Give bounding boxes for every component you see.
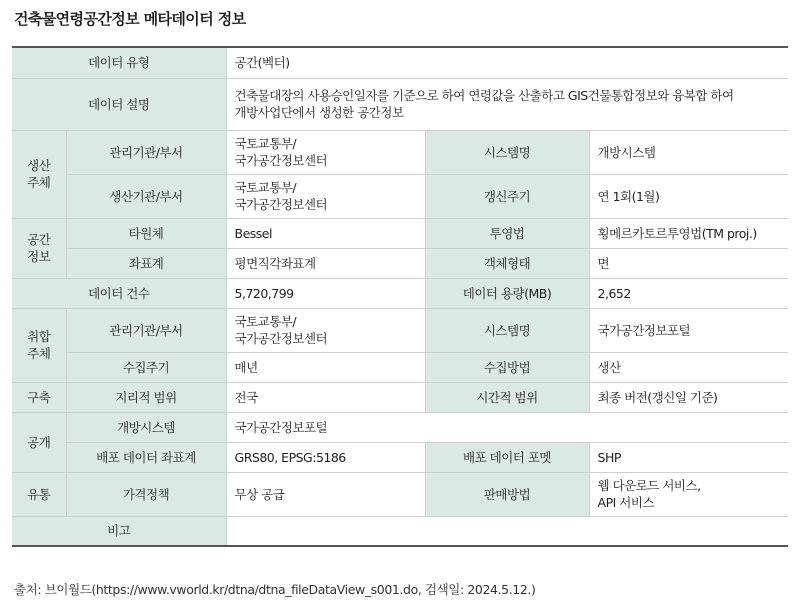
label-collection-org: 관리기관/부서 [66,308,226,352]
group-production-line1: 생산 [27,158,51,173]
label-open-system: 개방시스템 [66,412,226,442]
value-update-cycle: 연 1회(1월) [589,174,788,218]
value-sale-method-line1: 웹 다운로드 서비스, [597,478,701,493]
table-row [12,412,788,442]
group-spatial-line2: 정보 [27,249,51,264]
value-data-description: 건축물대장의 사용승인일자를 기준으로 하여 연령값을 산출하고 GIS건물통합정보와 융복합 하여 개방사업단에서 생성한 공간정보 [226,78,788,130]
group-production [12,130,66,218]
value-ellipsoid: Bessel [226,218,425,248]
label-update-cycle: 갱신주기 [425,174,589,218]
value-management-org-line2: 국가공간정보센터 [234,153,328,168]
label-coordinate-system: 좌표계 [66,248,226,278]
value-collection-org-line1: 국토교통부/ [234,314,297,329]
value-distribution-coord: GRS80, EPSG:5186 [226,442,425,472]
value-price-policy: 무상 공급 [226,472,425,516]
value-projection: 횡메르카토르투영법(TM proj.) [589,218,788,248]
group-public: 공개 [12,412,66,472]
group-production-line2: 주체 [27,175,51,190]
page-title: 건축물연령공간정보 메타데이터 정보 [14,10,246,28]
value-management-org [226,130,425,174]
value-system-name: 개방시스템 [589,130,788,174]
label-data-description: 데이터 설명 [12,78,226,130]
table-row [12,382,788,412]
group-distribution: 유통 [12,472,66,516]
table-row [12,352,788,382]
table-row [12,442,788,472]
group-collection-line2: 주체 [27,346,51,361]
table-row [12,130,788,174]
metadata-table [12,46,788,547]
value-sale-method [589,472,788,516]
value-collection-cycle: 매년 [226,352,425,382]
value-geometry-type: 면 [589,248,788,278]
value-geographic-range: 전국 [226,382,425,412]
label-production-org: 생산기관/부서 [66,174,226,218]
label-price-policy: 가격정책 [66,472,226,516]
table-row [12,47,788,78]
group-spatial-line1: 공간 [27,232,51,247]
label-remarks: 비고 [12,516,226,546]
group-collection-line1: 취합 [27,329,51,344]
table-row [12,308,788,352]
label-management-org: 관리기관/부서 [66,130,226,174]
label-distribution-coord: 배포 데이터 좌표계 [66,442,226,472]
value-production-org-line2: 국가공간정보센터 [234,197,328,212]
table-row [12,472,788,516]
value-data-type: 공간(벡터) [226,47,788,78]
value-collection-org [226,308,425,352]
value-temporal-range: 최종 버전(갱신일 기준) [589,382,788,412]
value-data-size: 2,652 [589,278,788,308]
source-note: 출처: 브이월드(https://www.vworld.kr/dtna/dtna_fileDataView_s001.do, 검색일: 2024.5.12.) [14,582,536,597]
value-data-count: 5,720,799 [226,278,425,308]
value-production-org-line1: 국토교통부/ [234,180,297,195]
label-system-name: 시스템명 [425,130,589,174]
label-collection-cycle: 수집주기 [66,352,226,382]
group-collection [12,308,66,382]
label-geographic-range: 지리적 범위 [66,382,226,412]
label-collection-method: 수집방법 [425,352,589,382]
table-row [12,78,788,130]
value-remarks [226,516,788,546]
label-projection: 투영법 [425,218,589,248]
label-data-size: 데이터 용량(MB) [425,278,589,308]
label-ellipsoid: 타원체 [66,218,226,248]
value-production-org [226,174,425,218]
label-temporal-range: 시간적 범위 [425,382,589,412]
table-row [12,278,788,308]
value-collection-org-line2: 국가공간정보센터 [234,331,328,346]
value-management-org-line1: 국토교통부/ [234,136,297,151]
group-spatial [12,218,66,278]
label-data-type: 데이터 유형 [12,47,226,78]
label-sale-method: 판매방법 [425,472,589,516]
table-row [12,174,788,218]
group-build: 구축 [12,382,66,412]
value-coordinate-system: 평면직각좌표계 [226,248,425,278]
label-data-count: 데이터 건수 [12,278,226,308]
value-distribution-format: SHP [589,442,788,472]
value-collection-method: 생산 [589,352,788,382]
value-open-system: 국가공간정보포털 [226,412,788,442]
label-collection-system: 시스템명 [425,308,589,352]
value-sale-method-line2: API 서비스 [597,495,654,510]
value-collection-system: 국가공간정보포털 [589,308,788,352]
table-row [12,218,788,248]
label-distribution-format: 배포 데이터 포멧 [425,442,589,472]
table-row [12,516,788,546]
label-geometry-type: 객체형태 [425,248,589,278]
table-row [12,248,788,278]
